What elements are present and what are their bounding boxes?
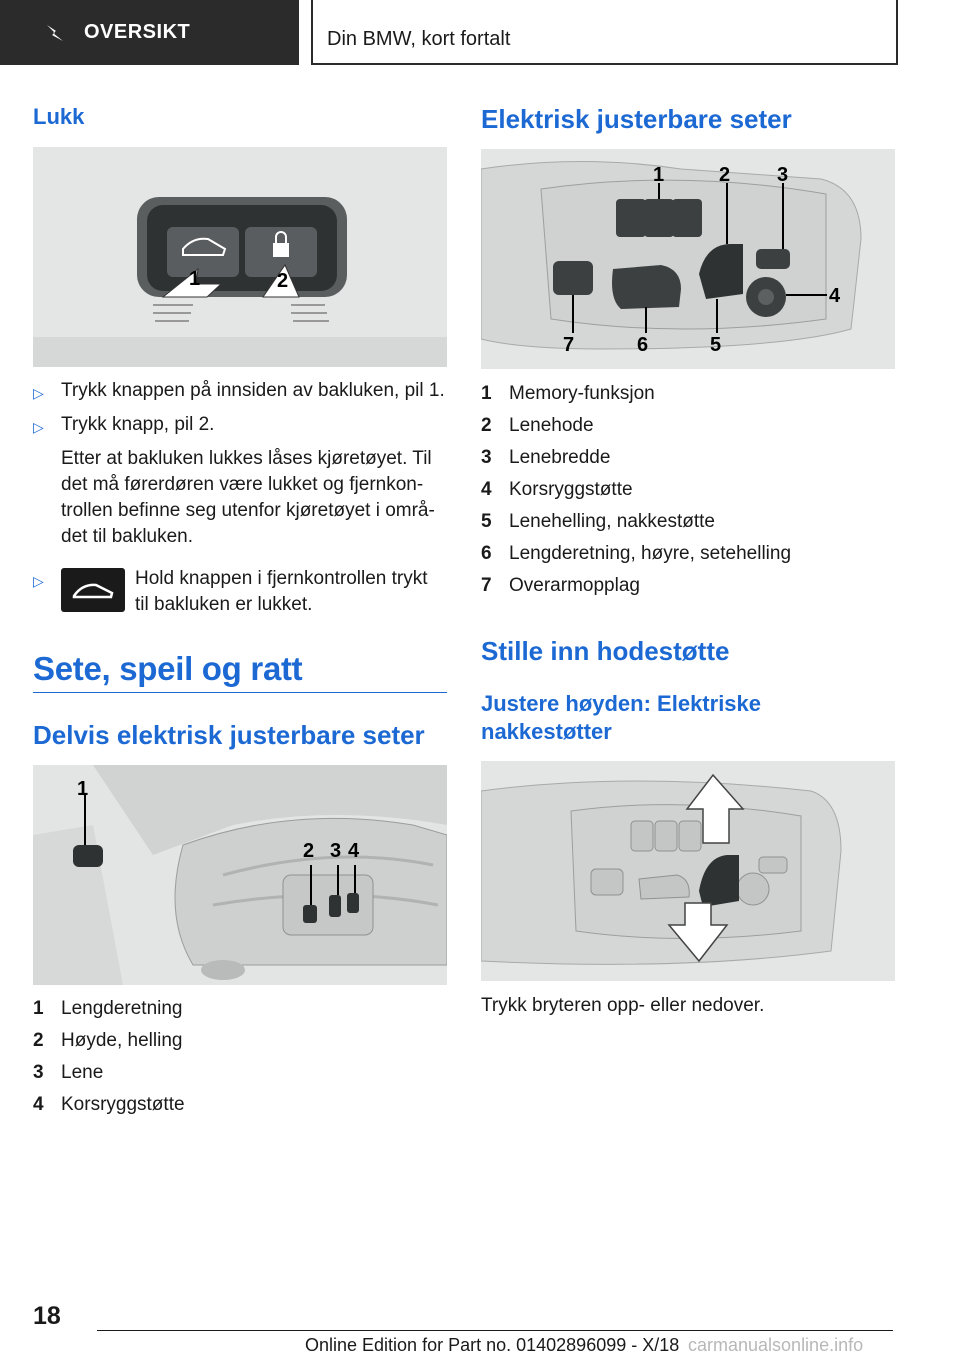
partial-callout-4: 4 [348, 840, 360, 862]
legend-label: Korsryggstøtte [509, 479, 633, 500]
step-triangle-icon: ▷ [33, 419, 44, 435]
legend-item [481, 378, 895, 410]
legend-item [481, 410, 895, 442]
chapter-tab-label: OVERSIKT [84, 21, 191, 43]
headrest-switch-figure [481, 761, 895, 981]
footer-divider [97, 1330, 893, 1331]
step-item [33, 412, 447, 440]
legend-label: Memory-funksjon [509, 383, 655, 404]
lukk-callout-1: 1 [189, 268, 201, 290]
note-line: det til bakluken. [61, 526, 194, 547]
partial-seats-heading: Delvis elektrisk justerbare seter [33, 720, 425, 750]
tailgate-button-figure [33, 147, 447, 367]
electric-callout-7: 7 [563, 334, 575, 356]
legend-num: 3 [33, 1062, 44, 1083]
legend-item [481, 538, 895, 570]
legend-num: 1 [481, 383, 492, 404]
electric-callout-4: 4 [829, 285, 841, 307]
flash-arrow-icon [44, 22, 66, 44]
height-heading-line: nakkestøtter [481, 719, 612, 744]
page-number: 18 [33, 1302, 61, 1330]
remote-tailgate-button-icon [61, 568, 125, 612]
height-heading-line: Justere høyden: Elektriske [481, 691, 762, 716]
partial-seat-figure [33, 765, 447, 985]
switch-instruction: Trykk bryteren opp- eller nedover. [481, 995, 765, 1016]
legend-item [33, 1057, 447, 1089]
remote-step-line: Hold knappen i fjernkontrollen trykt [135, 568, 428, 589]
legend-num: 1 [33, 998, 44, 1019]
legend-item [481, 474, 895, 506]
legend-num: 2 [33, 1030, 44, 1051]
step-text: Trykk knappen på innsiden av bakluken, pil 1. [61, 380, 445, 401]
electric-seat-figure [481, 149, 895, 369]
note-line: det må førerdøren være lukket og fjernkon- [61, 474, 424, 495]
step-item [33, 378, 447, 406]
headrest-heading: Stille inn hodestøtte [481, 636, 730, 666]
chapter-divider [33, 692, 447, 693]
legend-label: Lenehode [509, 415, 594, 436]
note-line: Etter at bakluken lukkes låses kjøretøyet. Til [61, 448, 432, 469]
partial-callout-2: 2 [303, 840, 315, 862]
electric-callout-6: 6 [637, 334, 649, 356]
step-triangle-icon: ▷ [33, 573, 44, 589]
electric-callout-2: 2 [719, 164, 731, 186]
electric-callout-5: 5 [710, 334, 722, 356]
legend-num: 7 [481, 575, 492, 596]
legend-num: 2 [481, 415, 492, 436]
legend-label: Høyde, helling [61, 1030, 183, 1051]
note-line: trollen befinne seg utenfor kjøretøyet i områ- [61, 500, 435, 521]
edition-text: Online Edition for Part no. 01402896099 - X/18 [305, 1335, 680, 1355]
lukk-heading: Lukk [33, 104, 85, 129]
legend-label: Lene [61, 1062, 104, 1083]
legend-label: Korsryggstøtte [61, 1094, 185, 1115]
electric-callout-1: 1 [653, 164, 665, 186]
legend-label: Lenebredde [509, 447, 611, 468]
electric-seat-legend [481, 378, 895, 602]
partial-seat-legend [33, 993, 447, 1121]
partial-callout-3: 3 [330, 840, 342, 862]
legend-num: 4 [481, 479, 492, 500]
legend-label: Lengderetning, høyre, setehelling [509, 543, 792, 564]
chapter-title: Sete, speil og ratt [33, 650, 303, 687]
legend-item [481, 442, 895, 474]
electric-seats-heading: Elektrisk justerbare seter [481, 104, 792, 134]
legend-num: 6 [481, 543, 492, 564]
legend-item [33, 1089, 447, 1121]
chapter-tab[interactable] [0, 0, 299, 65]
section-header [311, 0, 898, 65]
step-triangle-icon: ▷ [33, 385, 44, 401]
lukk-steps [33, 378, 447, 618]
legend-label: Overarmopplag [509, 575, 640, 596]
lukk-callout-2: 2 [277, 270, 289, 292]
watermark-text: carmanualsonline.info [688, 1335, 864, 1355]
height-heading [481, 690, 761, 746]
legend-item [33, 993, 447, 1025]
legend-item [33, 1025, 447, 1057]
lukk-note [61, 446, 447, 550]
legend-label: Lengderetning [61, 998, 183, 1019]
legend-item [481, 506, 895, 538]
legend-num: 3 [481, 447, 492, 468]
legend-item [481, 570, 895, 602]
legend-num: 5 [481, 511, 492, 532]
legend-label: Lenehelling, nakkestøtte [509, 511, 715, 532]
electric-callout-3: 3 [777, 164, 789, 186]
remote-step-line: til bakluken er lukket. [135, 594, 313, 615]
partial-callout-1: 1 [77, 778, 89, 800]
step-text: Trykk knapp, pil 2. [61, 414, 215, 435]
legend-num: 4 [33, 1094, 44, 1115]
section-title: Din BMW, kort fortalt [327, 28, 511, 50]
step-item [33, 566, 447, 618]
